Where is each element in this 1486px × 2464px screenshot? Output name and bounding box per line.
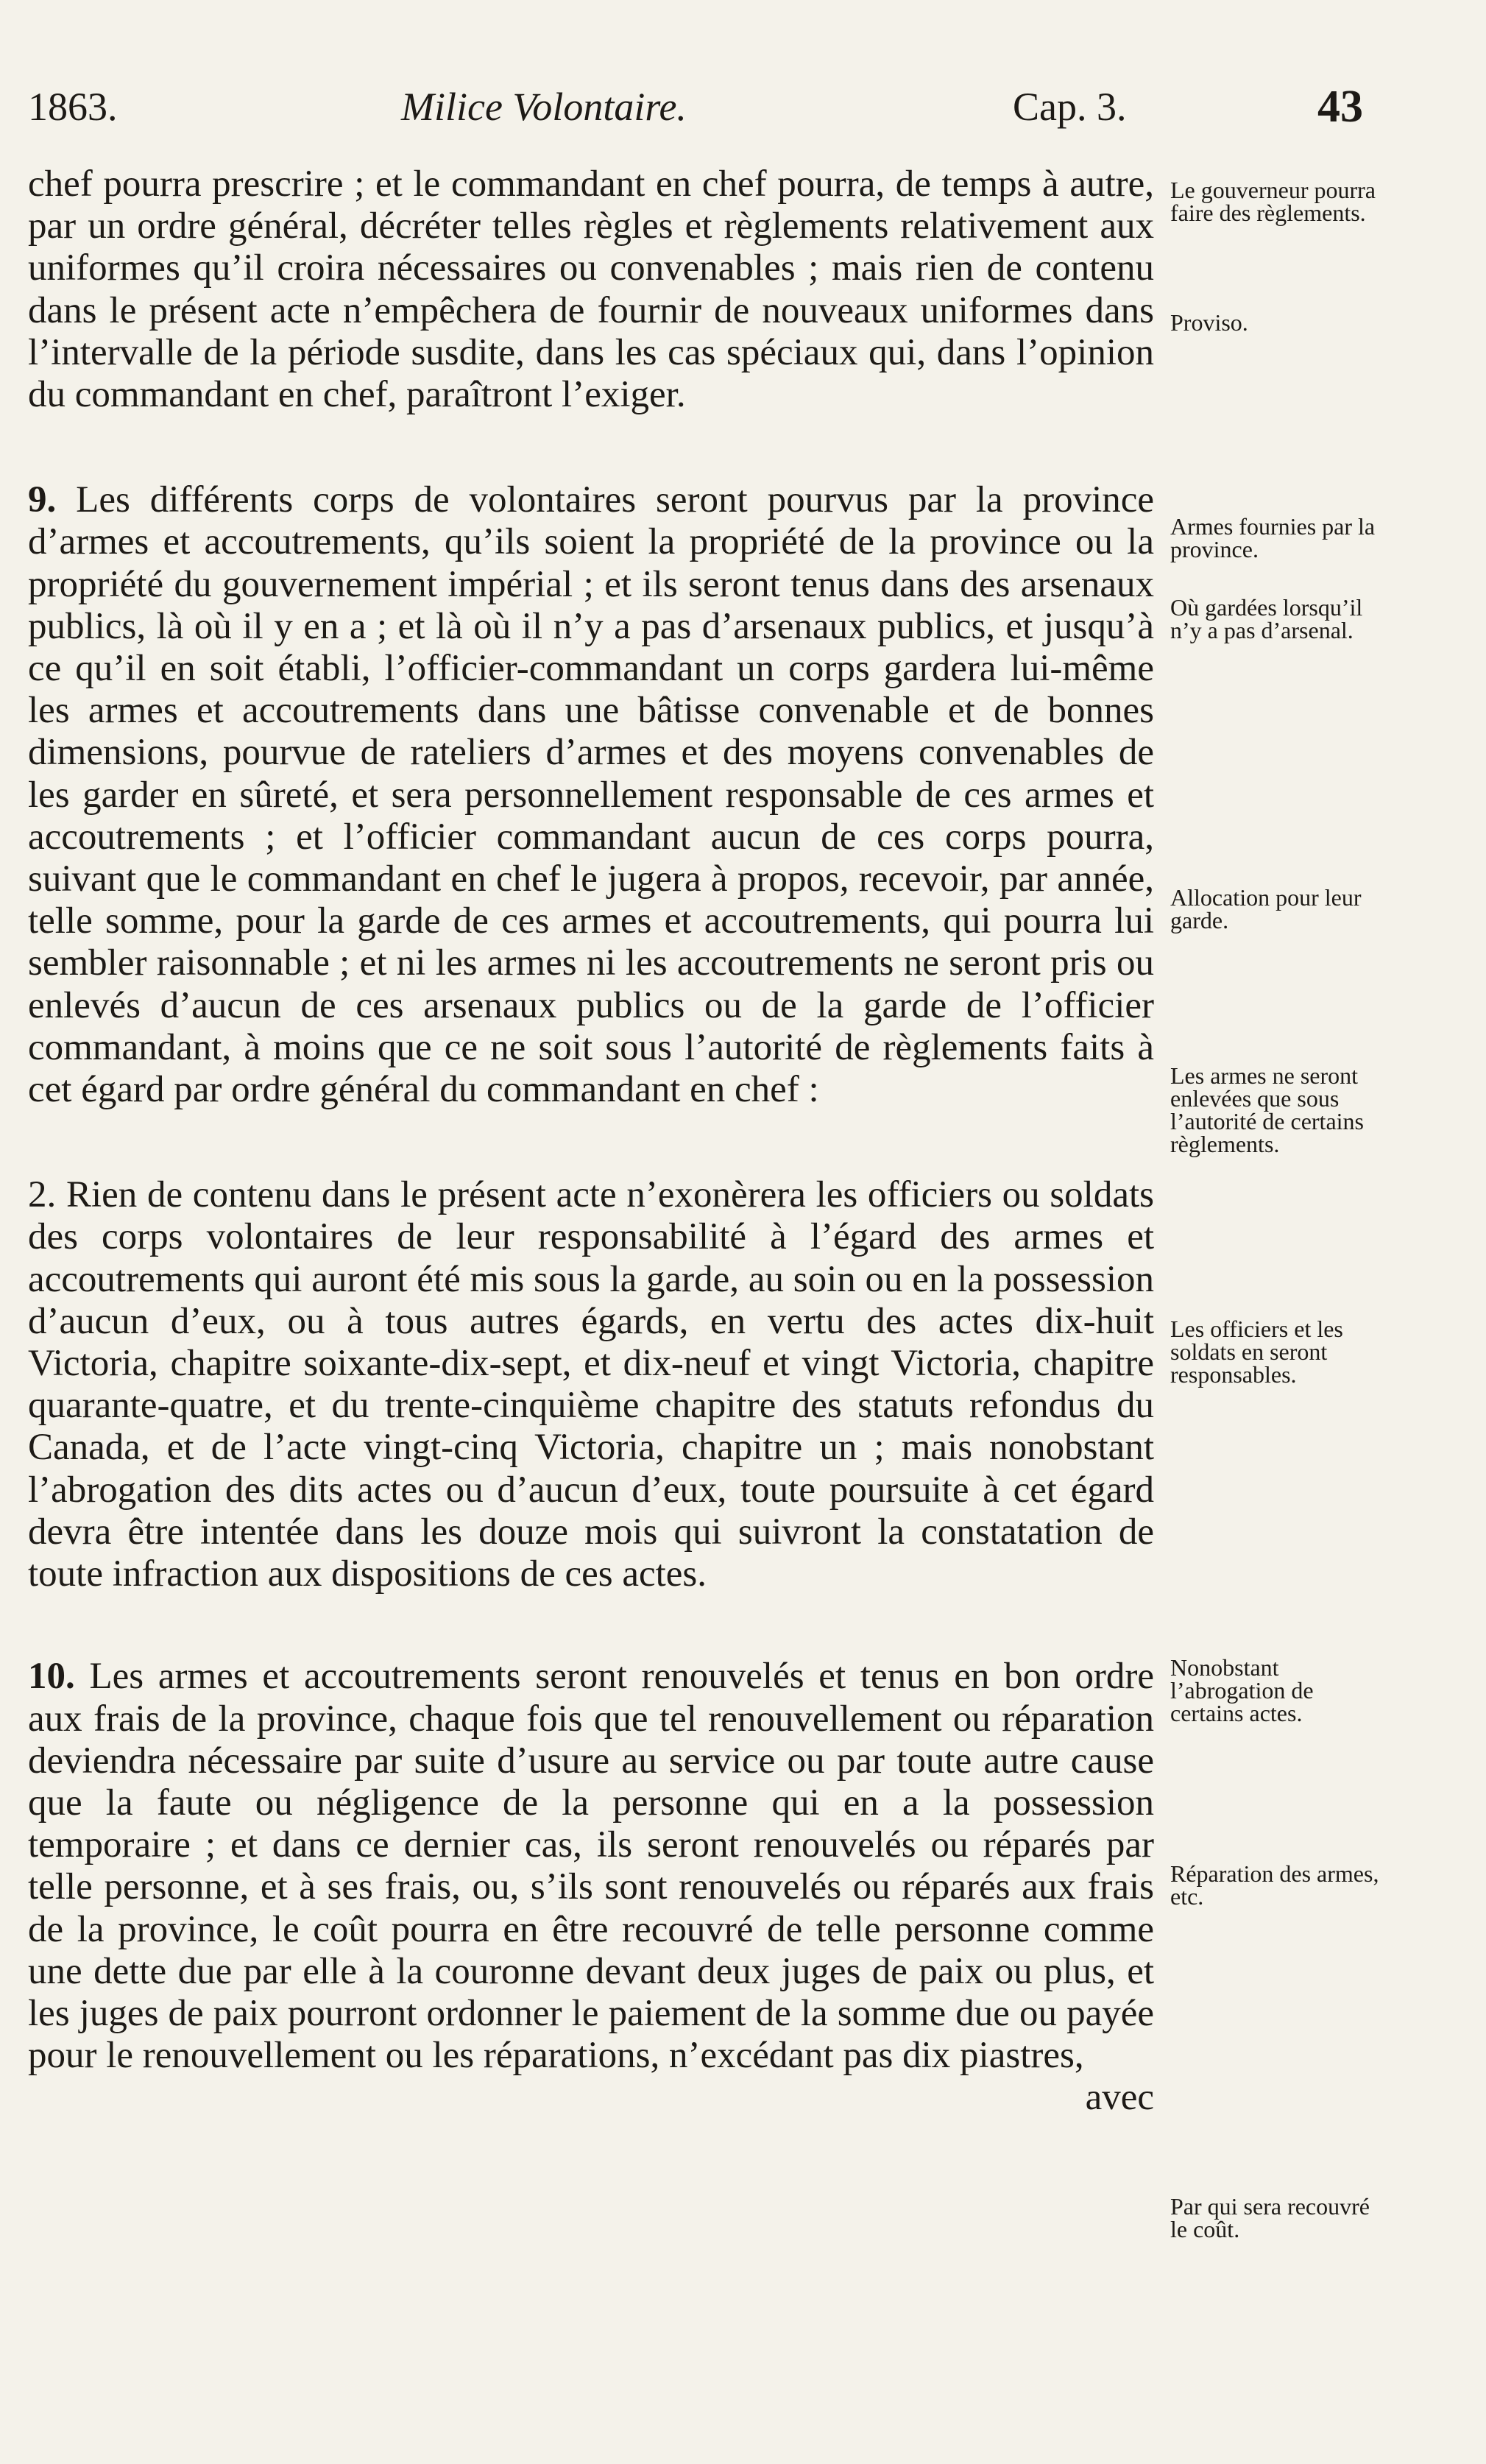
paragraph-text: Les différents corps de volontaires seront pourvus par la province d’armes et accoutrements, qu’ils soient la propriété de la province ou la propriété du gouvernement impérial ; et ils seront tenus dans des arsenaux publics, là où il y en a ; et là où il n’y a pas d’arsenaux publics, et jusqu’à ce qu’il en soit établi, l’officier-commandant un corps gardera lui-même les armes et accoutrements dans une bâtisse convenable et de bonnes dimensions, pourvue de rateliers d’armes et des moyens convenables de les garder en sûreté, et sera personnellement responsable de ces armes et accoutrements ; et l’officier commandant aucun de ces corps pourra, suivant que le commandant en chef le jugera à propos, recevoir, par année, telle somme, pour la garde de ces armes et accoutrements, qui pourra lui sembler raisonnable ; et ni les armes ni les accoutrements ne seront pris ou enlevés d’aucun de ces arsenaux publics ou de la garde de l’officier commandant, à moins que ce ne soit sous l’autorité de règlements faits à cet égard par ordre général du commandant en chef :	[28, 479, 1155, 1111]
margin-note: Nonobstant l’abrogation de certains actes.	[1170, 1654, 1314, 1726]
running-header	[28, 81, 1375, 147]
margin-note: Les officiers et les soldats en seront responsables.	[1170, 1316, 1343, 1388]
paragraph-text: chef pourra prescrire ; et le commandant en chef pourra, de temps à autre, par un ordre général, décréter telles règles et règlements relativement aux uniformes qu’il croira nécessaires ou convenables ; mais rien de contenu dans le présent acte n’empêchera de fournir de nouveaux uniformes dans l’intervalle de la période susdite, dans les cas spéciaux qui, dans l’opinion du commandant en chef, paraîtront l’exiger.	[28, 163, 1154, 416]
header-year: 1863.	[28, 85, 118, 129]
header-title: Milice Volontaire.	[401, 85, 687, 129]
page-number: 43	[1317, 82, 1363, 132]
margin-note: Par qui sera recouvré le coût.	[1170, 2193, 1370, 2242]
margin-note: Le gouverneur pourra faire des règlements.	[1170, 177, 1376, 226]
paragraph-continuation	[28, 163, 1154, 416]
section-number: 10.	[28, 1656, 75, 1698]
paragraph-text: Les armes et accoutrements seront renouvelés et tenus en bon ordre aux frais de la province, chaque fois que tel renouvellement ou réparation deviendra nécessaire par suite d’usure au service ou par toute autre cause que la faute ou négligence de la personne qui en a la possession temporaire ; et dans ce dernier cas, ils seront renouvelés ou réparés par telle personne, et à ses frais, ou, s’ils sont renouvelés ou réparés aux frais de la province, le coût pourra en être recouvré de telle personne comme une dette due par elle à la couronne devant deux juges de paix ou plus, et les juges de paix pourront ordonner le paiement de la somme due ou payée pour le renouvellement ou les réparations, n’excédant pas dix piastres,	[28, 1656, 1155, 2077]
paragraph-section-9	[28, 479, 1154, 1111]
margin-note: Les armes ne seront enlevées que sous l’autorité de certains règlements.	[1170, 1062, 1364, 1157]
margin-note: Réparation des armes, etc.	[1170, 1860, 1379, 1910]
paragraph-section-10	[28, 1656, 1154, 2077]
section-number: 9.	[28, 479, 57, 521]
header-chapter: Cap. 3.	[1013, 85, 1127, 129]
catchword: avec	[1085, 2077, 1154, 2119]
paragraph-text: 2. Rien de contenu dans le présent acte n’exonèrera les officiers ou soldats des corps volontaires de leur responsabilité à l’égard des armes et accoutrements qui auront été mis sous la garde, au soin ou en la possession d’aucun d’eux, ou à tous autres égards, en vertu des actes dix-huit Victoria, chapitre soixante-dix-sept, et dix-neuf et vingt Victoria, chapitre quarante-quatre, et du trente-cinquième chapitre des statuts refondus du Canada, et de l’acte vingt-cinq Victoria, chapitre un ; mais nonobstant l’abrogation des dits actes ou d’aucun d’eux, toute poursuite à cet égard devra être intentée dans les douze mois qui suivront la constatation de toute infraction aux dispositions de ces actes.	[28, 1174, 1154, 1595]
margin-note: Allocation pour leur garde.	[1170, 884, 1362, 933]
body-text	[28, 163, 1154, 2119]
margin-note: Armes fournies par la province.	[1170, 513, 1376, 562]
margin-note: Proviso.	[1170, 309, 1248, 336]
margin-note: Où gardées lorsqu’il n’y a pas d’arsenal.	[1170, 594, 1363, 643]
paragraph-subsection-2	[28, 1174, 1154, 1595]
